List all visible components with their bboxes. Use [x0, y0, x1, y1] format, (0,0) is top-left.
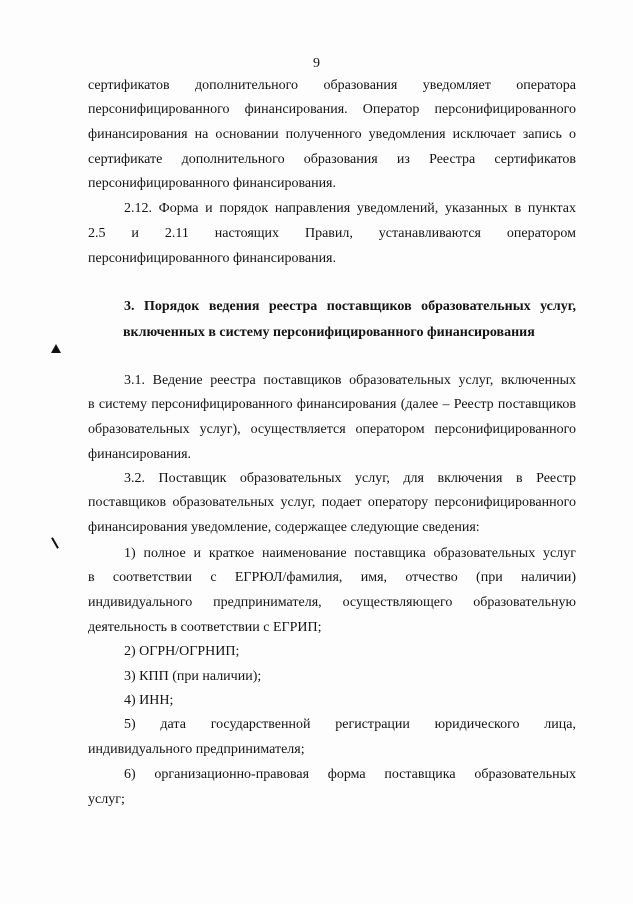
scan-speck	[51, 344, 61, 353]
text-line: сертификате дополнительного образования из Реестра сертификатов	[88, 152, 576, 167]
text-line: индивидуального предпринимателя;	[88, 742, 305, 757]
text-line: финансирования на основании полученного уведомления исключает запись о	[88, 127, 576, 142]
text-line: поставщиков образовательных услуг, подает оператору персонифицированного	[88, 495, 576, 510]
paragraph-2-12: 2.12. Форма и порядок направления уведомлений, указанных в пунктах	[124, 201, 576, 216]
list-item-5: 5) дата государственной регистрации юридического лица,	[124, 717, 576, 732]
section-heading: 3. Порядок ведения реестра поставщиков образовательных услуг,	[124, 299, 576, 314]
text-line: индивидуального предпринимателя, осуществляющего образовательную	[88, 595, 576, 610]
text-line: образовательных услуг), осуществляется оператором персонифицированного	[88, 422, 576, 437]
section-heading-cont: включенных в систему персонифицированного финансирования	[123, 325, 535, 340]
paragraph-3-1: 3.1. Ведение реестра поставщиков образовательных услуг, включенных	[124, 373, 576, 388]
list-item-1: 1) полное и краткое наименование поставщика образовательных услуг	[124, 546, 576, 561]
text-line: персонифицированного финансирования.	[88, 176, 337, 191]
paragraph-3-2: 3.2. Поставщик образовательных услуг, для включения в Реестр	[124, 471, 576, 486]
text-line: персонифицированного финансирования.	[88, 251, 337, 266]
text-line: услуг;	[88, 792, 125, 807]
text-line: финансирования.	[88, 447, 192, 462]
text-line: 2.5 и 2.11 настоящих Правил, устанавливаются оператором	[88, 226, 576, 241]
list-item-3: 3) КПП (при наличии);	[124, 669, 262, 684]
list-item-2: 2) ОГРН/ОГРНИП;	[124, 644, 240, 659]
text-line: в соответствии с ЕГРЮЛ/фамилия, имя, отчество (при наличии)	[88, 570, 576, 585]
text-line: финансирования уведомление, содержащее следующие сведения:	[88, 520, 480, 535]
text-line: сертификатов дополнительного образования уведомляет оператора	[88, 78, 576, 93]
text-line: деятельность в соответствии с ЕГРИП;	[88, 620, 322, 635]
text-line: в систему персонифицированного финансирования (далее – Реестр поставщиков	[88, 397, 576, 412]
text-line: персонифицированного финансирования. Оператор персонифицированного	[88, 102, 576, 117]
page-number: 9	[313, 56, 320, 71]
scan-speck	[51, 537, 59, 548]
list-item-6: 6) организационно-правовая форма поставщика образовательных	[124, 767, 576, 782]
list-item-4: 4) ИНН;	[124, 693, 174, 708]
